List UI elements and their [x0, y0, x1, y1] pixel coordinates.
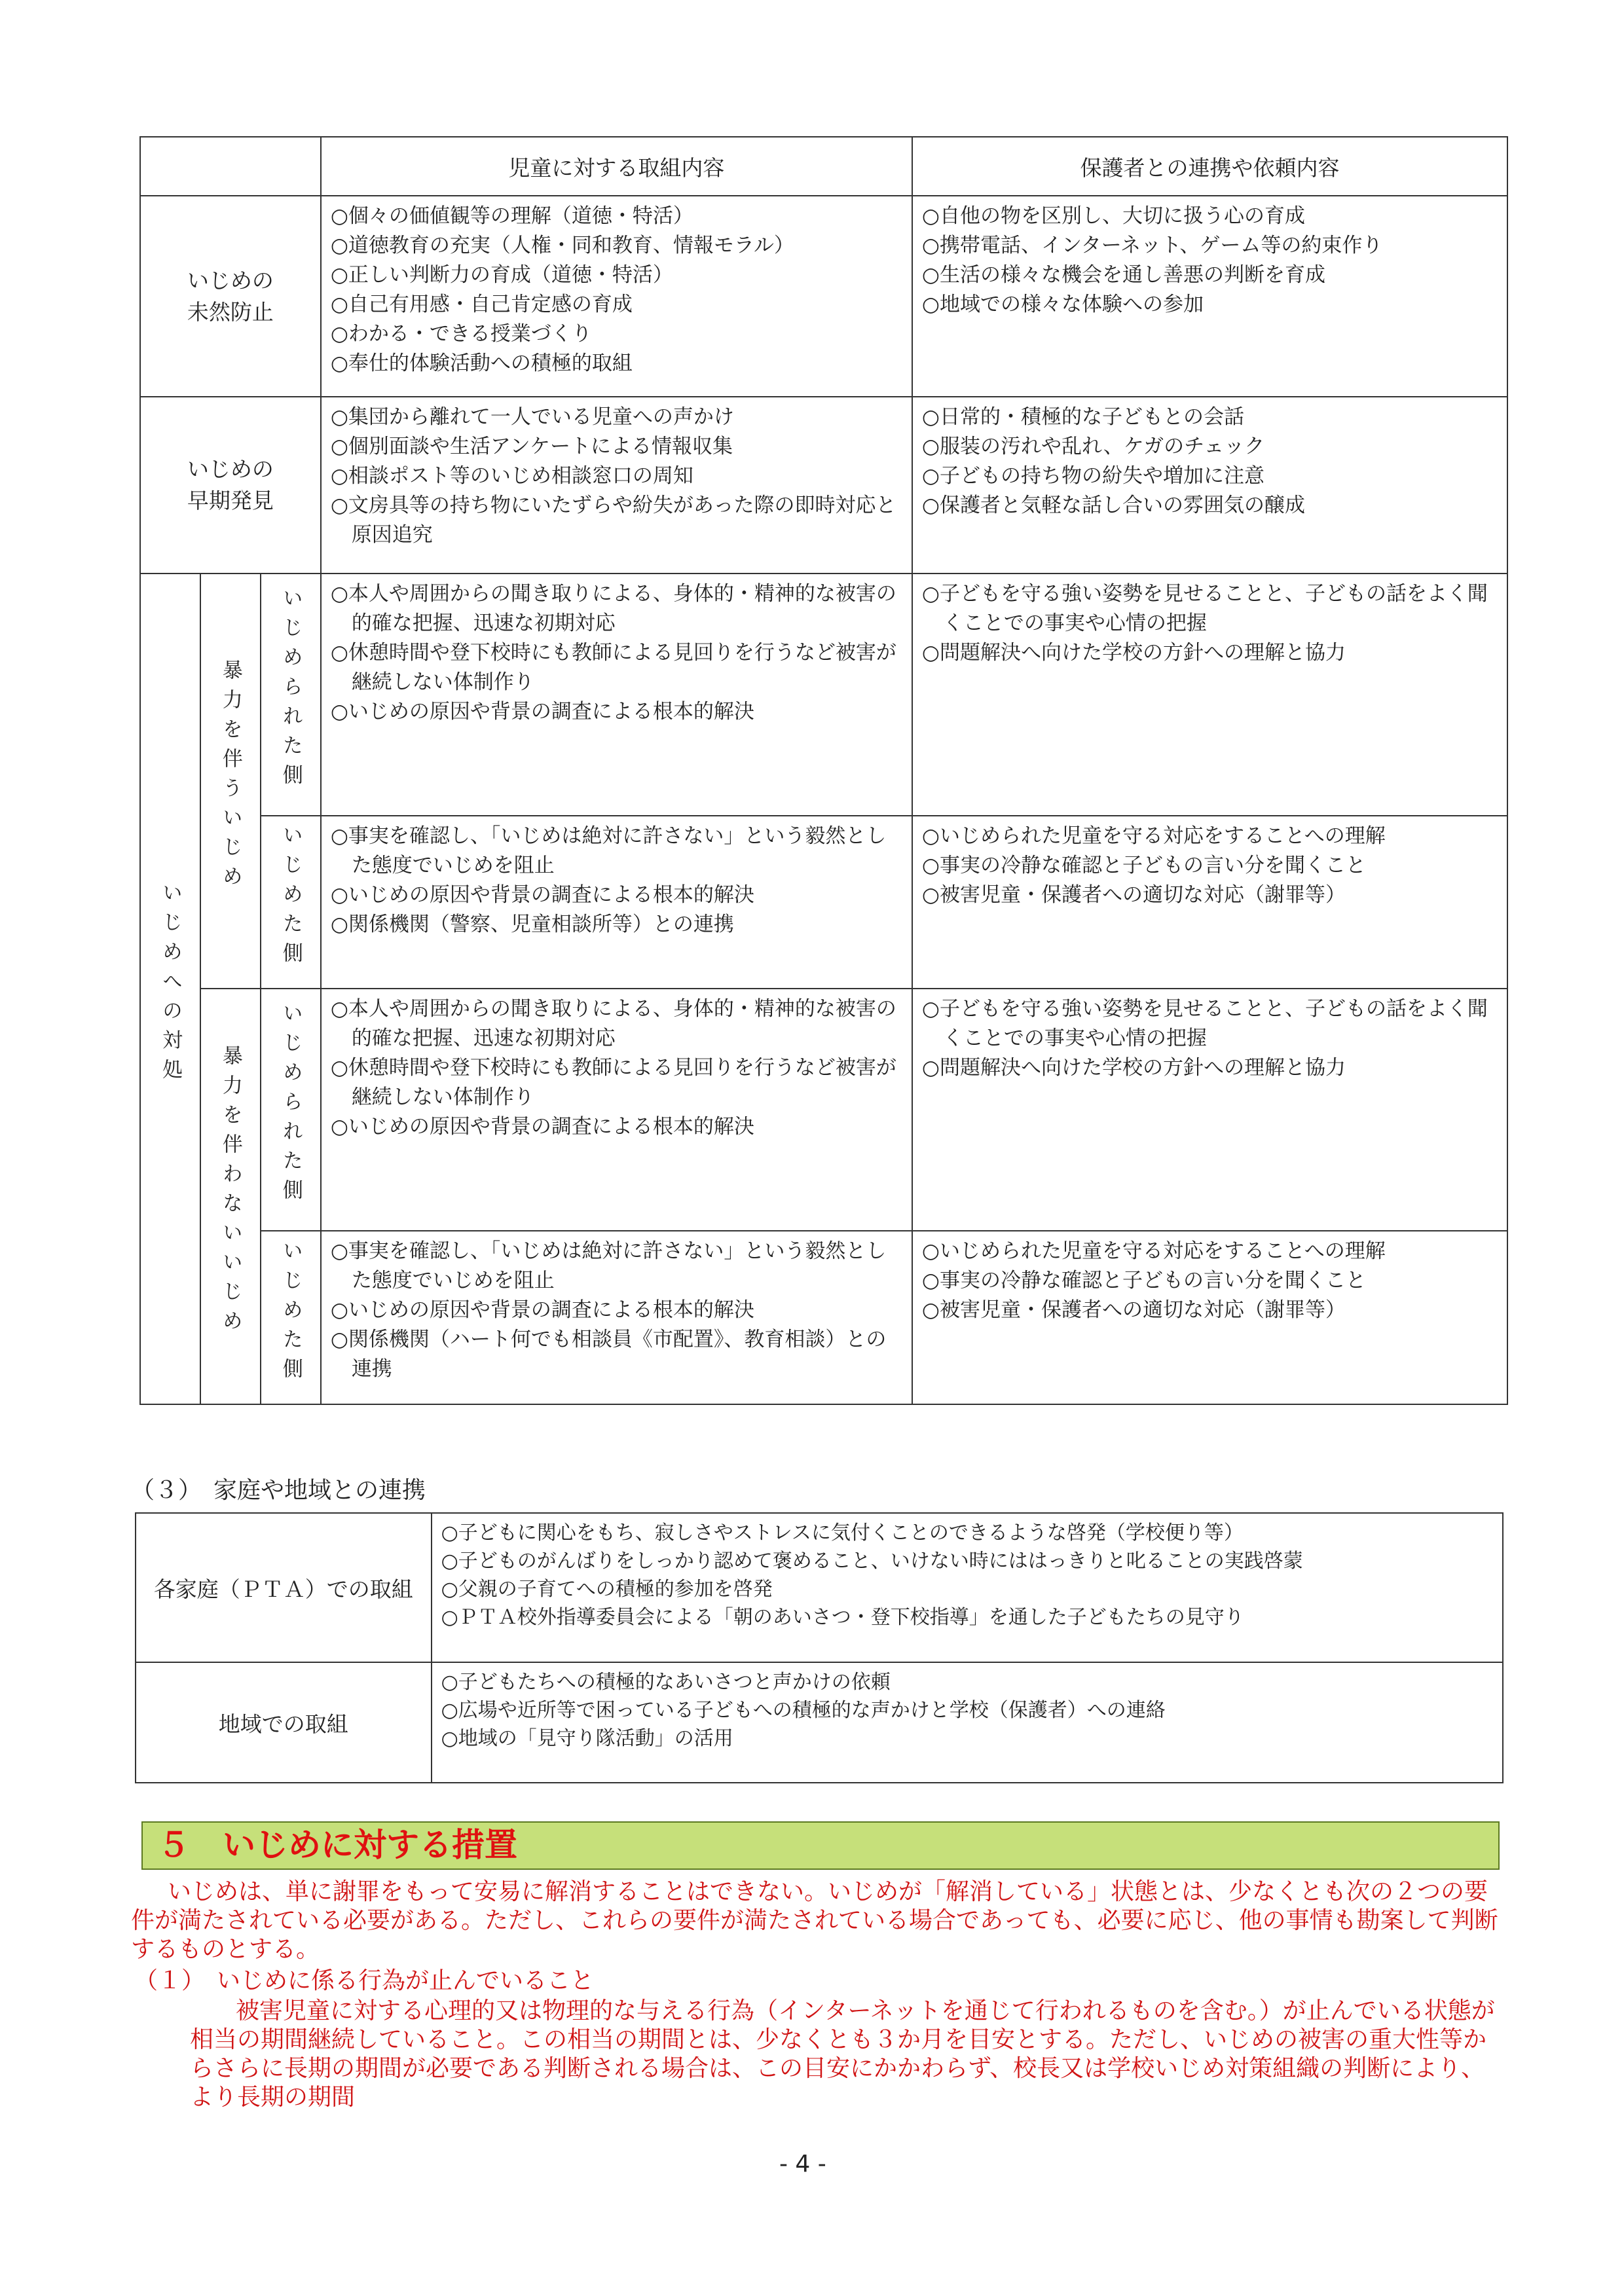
list-item: ○個々の価値観等の理解（道徳・特活）	[330, 204, 693, 228]
list-item: ○文房具等の持ち物にいたずらや紛失があった際の即時対応と原因追究	[330, 494, 896, 547]
section-5-heading: ５ いじめに対する措置	[157, 1826, 517, 1864]
row-label-early-text: いじめの早期発見	[187, 456, 274, 513]
list-item: ○問題解決へ向けた学校の方針への理解と協力	[921, 641, 1346, 665]
row-label-nonviolent	[200, 989, 261, 1404]
list-item: ○日常的・積極的な子どもとの会話	[921, 405, 1244, 429]
column-header-parents: 保護者との連携や依頼内容	[912, 137, 1507, 196]
violent-victim-parents-cell	[912, 574, 1507, 816]
list-item: ○道徳教育の充実（人権・同和教育、情報モラル）	[330, 234, 794, 257]
page-number: - 4 -	[779, 2151, 826, 2178]
column-header-children: 児童に対する取組内容	[321, 137, 912, 196]
list-item: ○個別面談や生活アンケートによる情報収集	[330, 435, 733, 458]
list-item: ○問題解決へ向けた学校の方針への理解と協力	[921, 1056, 1346, 1080]
row-label-nonviolent-bully-text: いじめた側	[278, 1239, 303, 1387]
list-item: ○奉仕的体験活動への積極的取組	[330, 352, 633, 375]
row-label-violent-victim	[261, 574, 321, 816]
family-items-cell	[432, 1513, 1503, 1662]
list-item: ○子どものがんばりをしっかり認めて褒めること、いけない時にははっきりと叱ることの実践啓蒙	[441, 1550, 1303, 1573]
list-item: ○関係機関（警察、児童相談所等）との連携	[330, 913, 734, 936]
list-item: ○子どもを守る強い姿勢を見せることと、子どもの話をよく聞くことでの事実や心情の把握	[921, 582, 1488, 635]
list-item: ○生活の様々な機会を通し善悪の判断を育成	[921, 263, 1325, 287]
early-parents-cell	[912, 397, 1507, 574]
violent-bully-children-cell	[321, 816, 912, 989]
bullying-measures-table	[139, 136, 1508, 1405]
row-label-early	[140, 397, 321, 574]
list-item: ○いじめられた児童を守る対応をすることへの理解	[921, 824, 1386, 848]
list-item: ○服装の汚れや乱れ、ケガのチェック	[921, 435, 1265, 458]
section-3-heading: （３） 家庭や地域との連携	[131, 1477, 426, 1504]
nonviolent-bully-parents-cell	[912, 1231, 1507, 1404]
list-item: ○広場や近所等で困っている子どもへの積極的な声かけと学校（保護者）への連絡	[441, 1699, 1166, 1722]
list-item: ○わかる・できる授業づくり	[330, 322, 592, 346]
section-5-heading-bar	[141, 1821, 1500, 1870]
list-item: ○本人や周囲からの聞き取りによる、身体的・精神的な被害の的確な把握、迅速な初期対応	[330, 582, 896, 635]
row-label-nonviolent-victim	[261, 989, 321, 1231]
list-item: ○相談ポスト等のいじめ相談窓口の周知	[330, 464, 693, 488]
nonviolent-victim-parents-cell	[912, 989, 1507, 1231]
list-item: ○本人や周囲からの聞き取りによる、身体的・精神的な被害の的確な把握、迅速な初期対応	[330, 997, 896, 1050]
list-item: ○子どもに関心をもち、寂しさやストレスに気付くことのできるような啓発（学校便り等）	[441, 1522, 1244, 1544]
family-label: 各家庭（ＰＴＡ）での取組	[136, 1513, 432, 1662]
list-item: ○集団から離れて一人でいる児童への声かけ	[330, 405, 734, 429]
row-label-violent-bully-text: いじめた側	[278, 824, 303, 972]
list-item: ○地域での様々な体験への参加	[921, 293, 1204, 316]
list-item: ○いじめの原因や背景の調査による根本的解決	[330, 1298, 754, 1322]
list-item: ○子どもたちへの積極的なあいさつと声かけの依頼	[441, 1671, 891, 1694]
list-item: ○父親の子育てへの積極的参加を啓発	[441, 1578, 773, 1601]
list-item: ○正しい判断力の育成（道徳・特活）	[330, 263, 673, 287]
row-label-violent-victim-text: いじめられた側	[278, 587, 303, 793]
list-item: ○関係機関（ハート何でも相談員《市配置》、教育相談）との連携	[330, 1328, 887, 1381]
prevention-parents-cell	[912, 196, 1507, 397]
family-community-table	[135, 1512, 1504, 1783]
list-item: ○事実を確認し、「いじめは絶対に許さない」という毅然とした態度でいじめを阻止	[330, 1239, 887, 1292]
list-item: ○休憩時間や登下校時にも教師による見回りを行うなど被害が継続しない体制作り	[330, 641, 896, 694]
list-item: ○いじめられた児童を守る対応をすることへの理解	[921, 1239, 1386, 1263]
violent-victim-children-cell	[321, 574, 912, 816]
list-item: ○保護者と気軽な話し合いの雰囲気の醸成	[921, 494, 1305, 517]
list-item: ○地域の「見守り隊活動」の活用	[441, 1727, 733, 1750]
list-item: ○事実を確認し、「いじめは絶対に許さない」という毅然とした態度でいじめを阻止	[330, 824, 887, 877]
list-item: ○自己有用感・自己肯定感の育成	[330, 293, 633, 316]
list-item: ○事実の冷静な確認と子どもの言い分を聞くこと	[921, 1269, 1366, 1292]
community-label: 地域での取組	[136, 1662, 432, 1783]
row-label-nonviolent-victim-text: いじめられた側	[278, 1002, 303, 1209]
nonviolent-bully-children-cell	[321, 1231, 912, 1404]
row-label-prevention-text: いじめの未然防止	[187, 267, 274, 325]
community-items-cell	[432, 1662, 1503, 1783]
list-item: ○子どもの持ち物の紛失や増加に注意	[921, 464, 1264, 488]
list-item: ○ＰＴＡ校外指導委員会による「朝のあいさつ・登下校指導」を通した子どもたちの見守り	[441, 1606, 1244, 1629]
list-item: ○被害児童・保護者への適切な対応（謝罪等）	[921, 883, 1346, 907]
row-label-response-text: いじめへの対処	[158, 881, 182, 1088]
section-5-paragraph-2: 被害児童に対する心理的又は物理的な与える行為（インターネットを通じて行われるものを含む。）が止んでいる状態が相当の期間継続していること。この相当の期間とは、少なくとも３か月を目安とする。ただし、いじめの被害の重大性等からさらに長期の期間が必要である判断される場合は、この目安にかかわらず、校長又は学校いじめ対策組織の判断により、より長期の期間	[190, 1997, 1495, 2111]
list-item: ○携帯電話、インターネット、ゲーム等の約束作り	[921, 234, 1383, 257]
prevention-children-cell	[321, 196, 912, 397]
early-children-cell	[321, 397, 912, 574]
list-item: ○いじめの原因や背景の調査による根本的解決	[330, 700, 754, 723]
row-label-prevention	[140, 196, 321, 397]
list-item: ○休憩時間や登下校時にも教師による見回りを行うなど被害が継続しない体制作り	[330, 1056, 896, 1109]
list-item: ○事実の冷静な確認と子どもの言い分を聞くこと	[921, 854, 1366, 877]
section-5-paragraph-1: いじめは、単に謝罪をもって安易に解消することはできない。いじめが「解消している」状態とは、少なくとも次の２つの要件が満たされている必要がある。ただし、これらの要件が満たされている場合であっても、必要に応じ、他の事情も勘案して判断するものとする。	[131, 1878, 1498, 1963]
list-item: ○子どもを守る強い姿勢を見せることと、子どもの話をよく聞くことでの事実や心情の把握	[921, 997, 1488, 1050]
list-item: ○被害児童・保護者への適切な対応（謝罪等）	[921, 1298, 1346, 1322]
violent-bully-parents-cell	[912, 816, 1507, 989]
row-label-violent	[200, 574, 261, 989]
row-label-response	[140, 574, 200, 1404]
nonviolent-victim-children-cell	[321, 989, 912, 1231]
row-label-violent-bully	[261, 816, 321, 989]
row-label-nonviolent-text: 暴力を伴わないいじめ	[218, 1045, 242, 1339]
list-item: ○いじめの原因や背景の調査による根本的解決	[330, 883, 754, 907]
row-label-nonviolent-bully	[261, 1231, 321, 1404]
row-label-violent-text: 暴力を伴ういじめ	[218, 659, 242, 895]
section-5-subheading-1: （１） いじめに係る行為が止んでいること	[134, 1967, 595, 1994]
list-item: ○自他の物を区別し、大切に扱う心の育成	[921, 204, 1305, 228]
header-corner	[140, 137, 321, 196]
list-item: ○いじめの原因や背景の調査による根本的解決	[330, 1115, 754, 1139]
